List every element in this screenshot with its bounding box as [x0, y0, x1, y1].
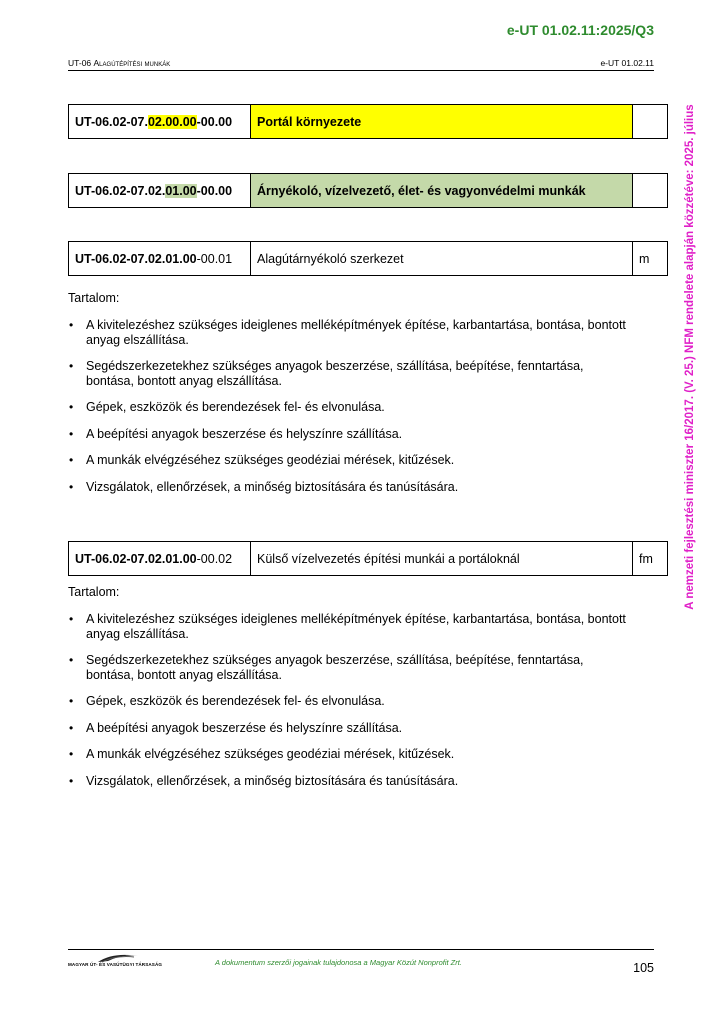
item-code: UT-06.02-07.02.00.00-00.00: [69, 105, 251, 139]
list-item: • Gépek, eszközök és berendezések fel- és elvonulása.: [69, 694, 385, 708]
page-number: 105: [633, 961, 654, 975]
item-table-arnyekolo: [68, 173, 668, 208]
item-unit: [633, 105, 668, 139]
item-unit: m: [633, 242, 668, 276]
item-code: UT-06.02-07.02.01.00-00.00: [69, 174, 251, 208]
list-item: • Vizsgálatok, ellenőrzések, a minőség biztosítására és tanúsítására.: [69, 479, 459, 494]
list-item: • A kivitelezéshez szükséges ideiglenes melléképítmények építése, karbantartása, bontása, bontott anyag elszállítása.: [69, 318, 626, 347]
item-table-portal: [68, 104, 668, 139]
item-title: Portál környezete: [251, 105, 633, 139]
list-item: • A kivitelezéshez szükséges ideiglenes melléképítmények építése, karbantartása, bontása, bontott anyag elszállítása.: [69, 612, 626, 641]
content-label: Tartalom:: [68, 291, 120, 305]
list-item: • Segédszerkezetekhez szükséges anyagok beszerzése, szállítása, beépítése, fenntartása, bontása, bontott anyag elszállítása.: [69, 653, 584, 682]
list-item: • Gépek, eszközök és berendezések fel- és elvonulása.: [69, 400, 385, 414]
list-item: • Vizsgálatok, ellenőrzések, a minőség biztosítására és tanúsítására.: [69, 773, 459, 788]
content-label: Tartalom:: [68, 585, 120, 599]
running-header-section: Alagútépítési munkák: [93, 58, 171, 68]
running-header-right: e-UT 01.02.11: [600, 58, 654, 68]
list-item: • Segédszerkezetekhez szükséges anyagok beszerzése, szállítása, beépítése, fenntartása, bontása, bontott anyag elszállítása.: [69, 359, 584, 388]
copyright-notice: A dokumentum szerzői jogainak tulajdonosa a Magyar Közút Nonprofit Zrt.: [215, 958, 462, 967]
running-header: [68, 58, 654, 71]
item-title: Külső vízelvezetés építési munkái a portáloknál: [251, 542, 633, 576]
item-code: UT-06.02-07.02.01.00-00.01: [69, 242, 251, 276]
item-table-alagutarnyekolo: [68, 241, 668, 276]
list-item: • A beépítési anyagok beszerzése és helyszínre szállítása.: [69, 426, 403, 441]
list-item: • A beépítési anyagok beszerzése és helyszínre szállítása.: [69, 720, 403, 735]
code-highlight: 02.00.00: [147, 114, 197, 129]
item-title: Alagútárnyékoló szerkezet: [251, 242, 633, 276]
list-item: • A munkák elvégzéséhez szükséges geodéziai mérések, kitűzések.: [69, 453, 455, 467]
item-unit: fm: [633, 542, 668, 576]
content-list: [68, 612, 628, 800]
company-logo: [68, 950, 168, 972]
list-item: • A munkák elvégzéséhez szükséges geodéziai mérések, kitűzések.: [69, 747, 455, 761]
document-code: e-UT 01.02.11:2025/Q3: [506, 22, 654, 38]
content-list: [68, 318, 628, 506]
item-unit: [633, 174, 668, 208]
item-code: UT-06.02-07.02.01.00-00.02: [69, 542, 251, 576]
running-header-left: UT-06 Alagútépítési munkák: [68, 58, 171, 68]
code-highlight: 01.00: [165, 183, 197, 198]
publication-note: A nemzeti fejlesztési miniszter 16/2017. (V. 25.) NFM rendelete alapján közzétéve: 2025. július: [684, 104, 696, 610]
item-title: Árnyékoló, vízelvezető, élet- és vagyonvédelmi munkák: [251, 174, 633, 208]
logo-text: MAGYAR ÚT- ÉS VASÚTÜGYI TÁRSASÁG: [68, 962, 163, 967]
item-table-vizelvezetes: [68, 541, 668, 576]
